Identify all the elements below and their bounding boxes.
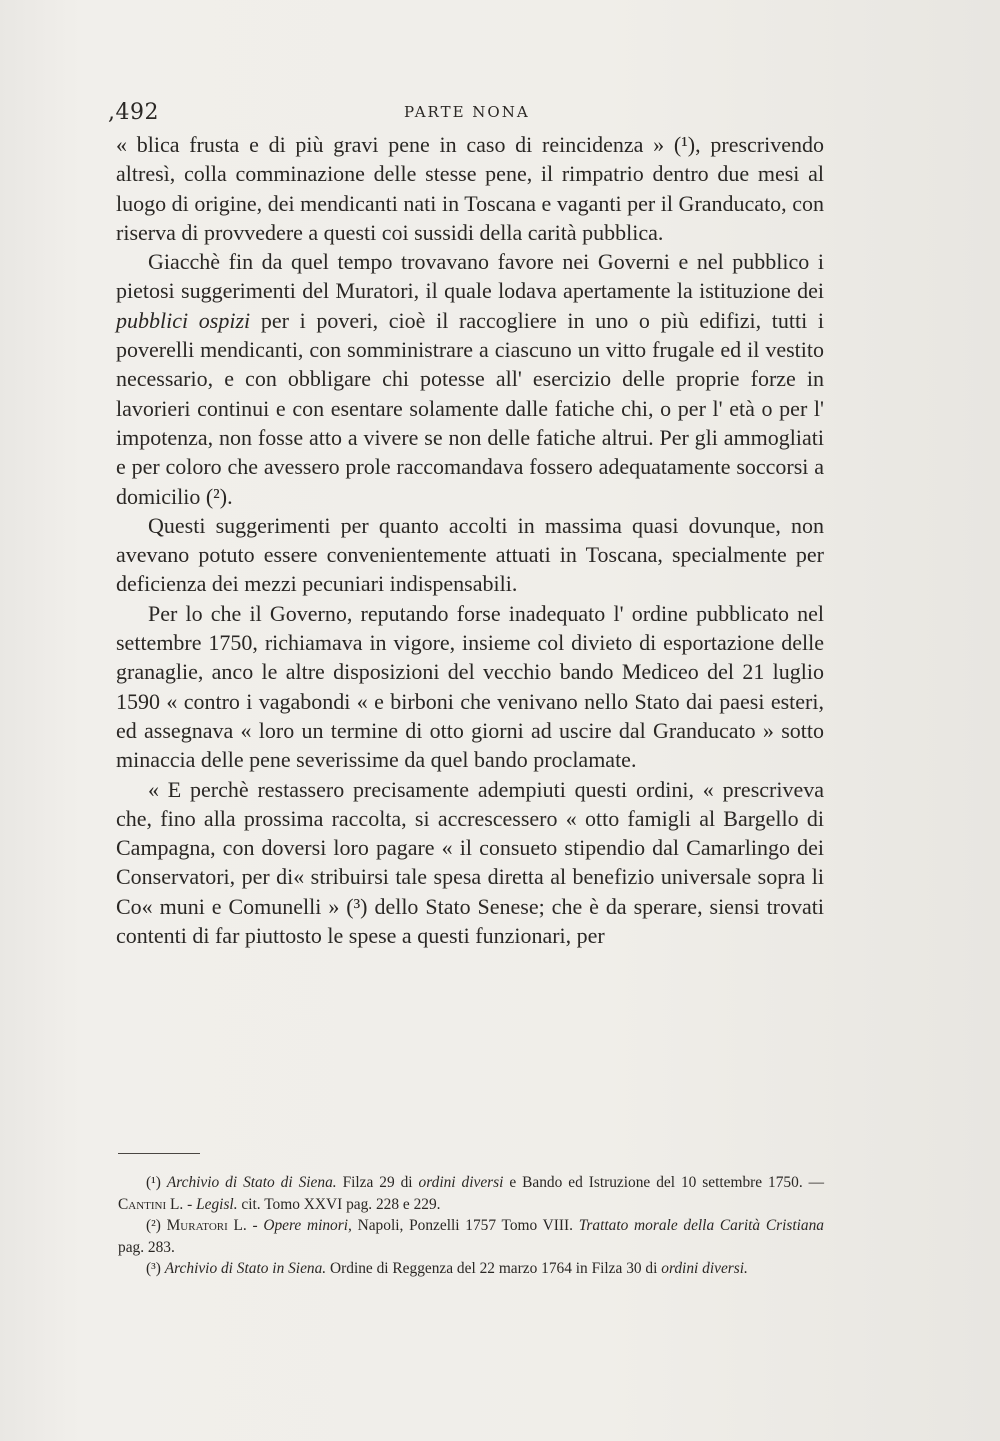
page-header: [108, 100, 828, 132]
footnotes: [118, 1172, 824, 1280]
paragraph-2: Giacchè fin da quel tempo trovavano favore nei Governi e nel pubblico i pietosi suggerimenti del Muratori, il quale lodava apertamente la istituzione dei pubblici ospizi per i poveri, cioè il raccogliere in uno o più edifizi, tutti i poverelli mendicanti, con somministrare a ciascuno un vitto frugale ed il vestito necessario, e con obbligare chi potesse all' esercizio delle proprie forze in lavorieri continui e con esentare solamente dalle fatiche chi, o per l' età o per l' impotenza, non fosse atto a vivere se non delle fatiche altrui. Per gli ammogliati e per coloro che avessero prole raccomandava fossero adequatamente soccorsi a domicilio (²).: [116, 249, 825, 509]
paragraph-5: « E perchè restassero precisamente adempiuti questi ordini, « prescriveva che, fino alla prossima raccolta, si accrescessero « otto famigli al Bargello di Campagna, con doversi loro pagare « il consueto stipendio dal Camarlingo dei Conservatori, per di« stribuirsi tale spesa diretta al benefizio universale sopra li Co« muni e Comunelli » (³) dello Stato Senese; che è da sperare, siensi trovati contenti di far piuttosto le spese a questi funzionari, per: [116, 776, 824, 949]
footnote-2: (²) Muratori L. - Opere minori, Napoli, Ponzelli 1757 Tomo VIII. Trattato morale della Carità Cristiana pag. 283.: [118, 1217, 824, 1256]
paragraph-1: « blica frusta e di più gravi pene in caso di reincidenza » (¹), prescrivendo altresì, colla comminazione delle stesse pene, il rimpatrio dentro due mesi al luogo di origine, dei mendicanti nati in Toscana e vaganti per il Granducato, con riserva di provvedere a questi coi sussidi della carità pubblica.: [116, 132, 824, 245]
paragraph-4: Per lo che il Governo, reputando forse inadequato l' ordine pubblicato nel settembre 1750, richiamava in vigore, insieme col divieto di esportazione delle granaglie, anco le altre disposizioni del vecchio bando Mediceo del 21 luglio 1590 « contro i vagabondi « e birboni che venivano nello Stato dai paesi esteri, ed assegnava « loro un termine di otto giorni ad uscire dal Granducato » sotto minaccia delle pene severissime da quel bando proclamate.: [116, 600, 824, 773]
italic-term: pubblici ospizi: [116, 307, 251, 333]
page-number: ,492: [108, 100, 159, 125]
footnote-3: (³) Archivio di Stato in Siena. Ordine di Reggenza del 22 marzo 1764 in Filza 30 di ordini diversi.: [146, 1260, 748, 1277]
running-head: PARTE NONA: [404, 103, 530, 121]
paragraph-3: Questi suggerimenti per quanto accolti in massima quasi dovunque, non avevano potuto essere convenientemente attuati in Toscana, specialmente per deficienza dei mezzi pecuniari indispensabili.: [116, 512, 824, 597]
footnote-rule: [118, 1153, 200, 1154]
footnote-1: (¹) Archivio di Stato di Siena. Filza 29 di ordini diversi e Bando ed Istruzione del 10 settembre 1750. — Cantini L. - Legisl. cit. Tomo XXVI pag. 228 e 229.: [118, 1174, 825, 1213]
body-text: [116, 130, 824, 950]
